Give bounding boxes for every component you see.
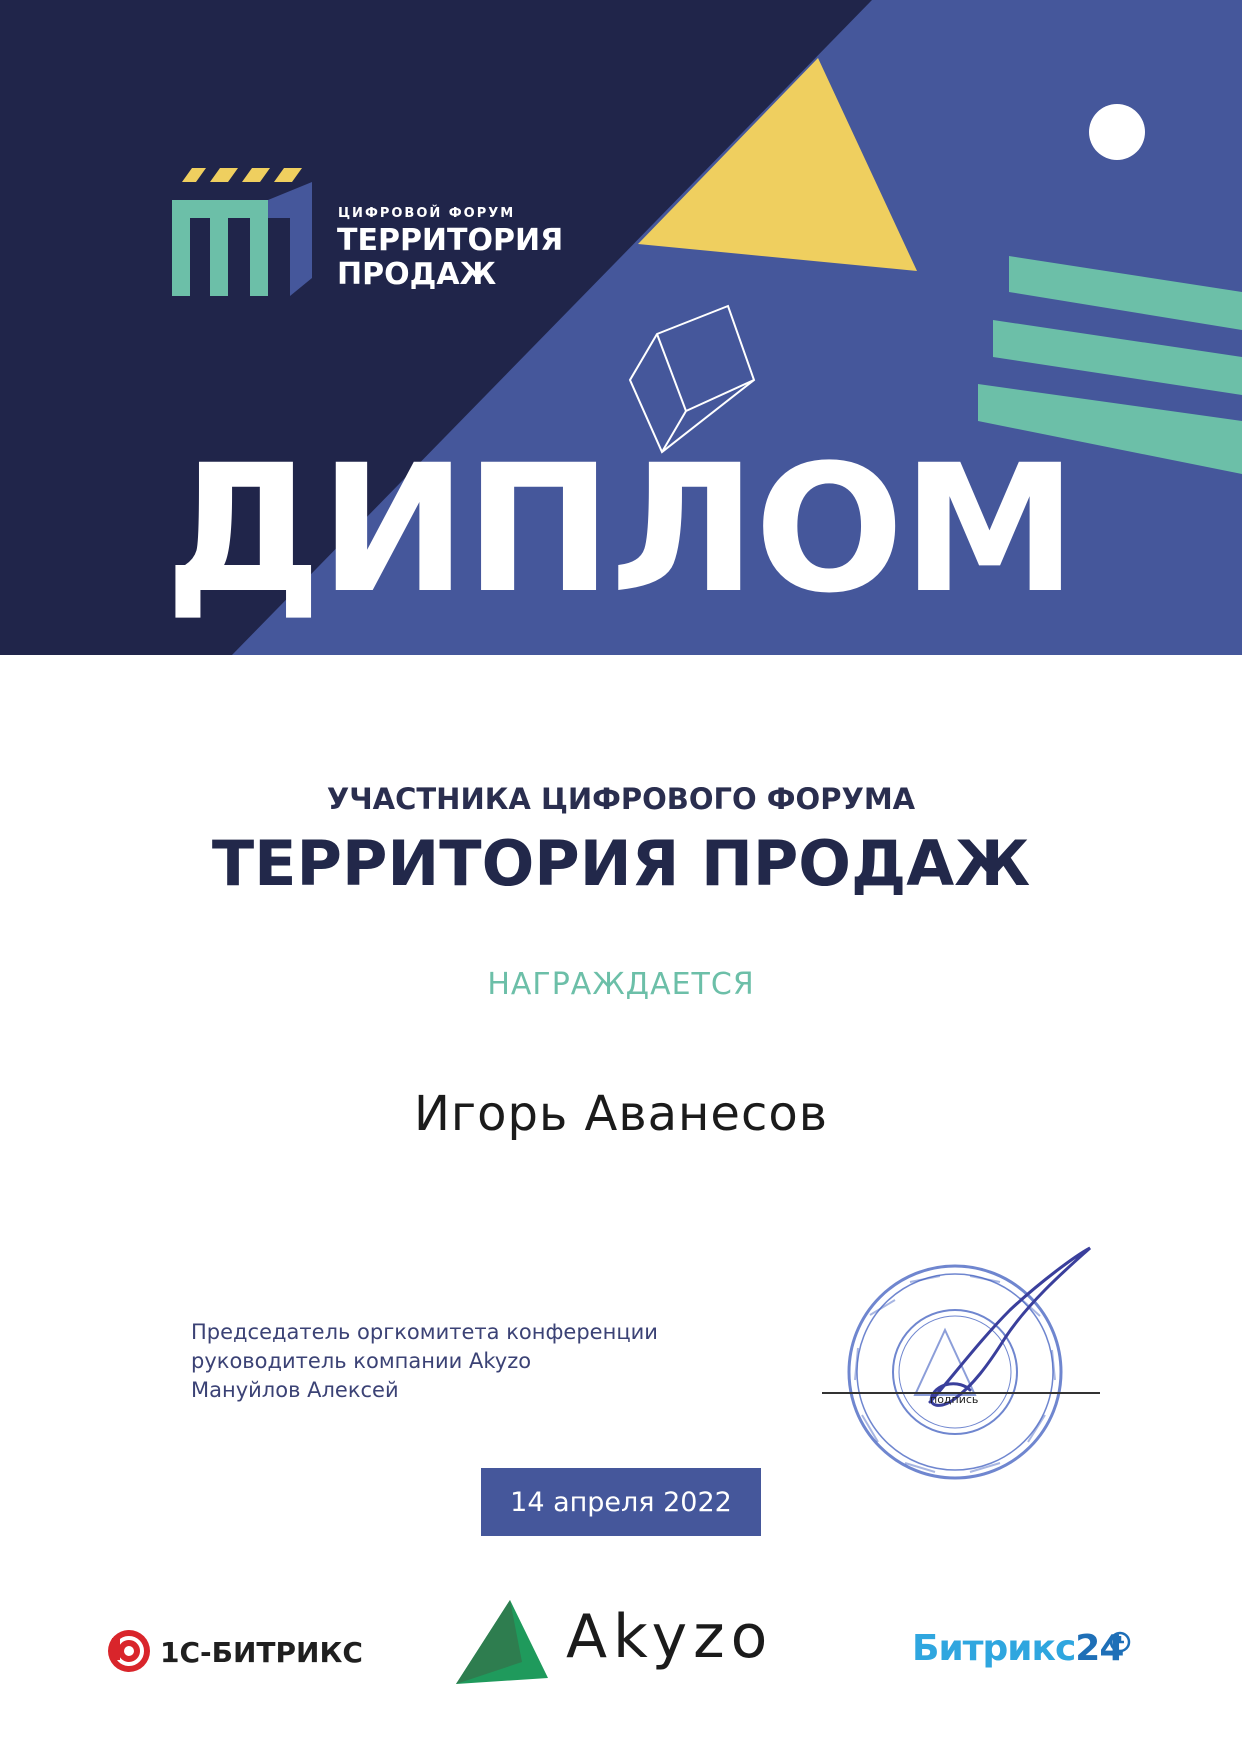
signer-name: Мануйлов Алексей: [191, 1378, 399, 1402]
partner-bitrix24-logo: [912, 1624, 1142, 1674]
logo-title-line2: ПРОДАЖ: [337, 257, 497, 292]
logo-title: [337, 224, 563, 292]
signer-position: Председатель оргкомитета конференции: [191, 1320, 658, 1344]
awarded-label: НАГРАЖДАЕТСЯ: [487, 967, 755, 1002]
date-badge: [481, 1468, 761, 1536]
bitrix-swirl-icon: [106, 1628, 152, 1674]
signer-company: руководитель компании Akyzo: [191, 1349, 532, 1373]
logo-title-line1: ТЕРРИТОРИЯ: [337, 223, 564, 258]
date-text: 14 апреля 2022: [510, 1486, 732, 1518]
signature-label: подпись: [930, 1393, 979, 1406]
white-dot: [1089, 104, 1145, 160]
logo-subtitle: ЦИФРОВОЙ ФОРУМ: [338, 206, 516, 221]
forum-logo-icon: [172, 168, 322, 296]
partner-akyzo-logo: [452, 1592, 792, 1692]
subtitle-participant: УЧАСТНИКА ЦИФРОВОГО ФОРУМА: [326, 782, 916, 816]
signer-block: [191, 1318, 658, 1405]
bitrix24-wordmark: [912, 1628, 1123, 1669]
akyzo-wordmark: Akyzo: [566, 1602, 774, 1672]
akyzo-triangle-icon: [452, 1592, 552, 1692]
subtitle-forum-name: ТЕРРИТОРИЯ ПРОДАЖ: [211, 827, 1031, 900]
partner-1c-bitrix-logo: [106, 1628, 363, 1678]
bitrix24-text: Битрикс: [912, 1628, 1076, 1669]
company-stamp: [800, 1220, 1130, 1500]
header-banner: [0, 0, 1242, 655]
bitrix24-number: 24: [1075, 1628, 1124, 1669]
stamp-seal-icon: [800, 1220, 1130, 1500]
recipient-name: Игорь Аванесов: [413, 1086, 828, 1142]
forum-logo: [172, 168, 322, 296]
diploma-title: ДИПЛОМ: [164, 427, 1076, 632]
bitrix-wordmark: 1С-БИТРИКС: [160, 1636, 363, 1669]
clock-icon: [1108, 1630, 1132, 1654]
